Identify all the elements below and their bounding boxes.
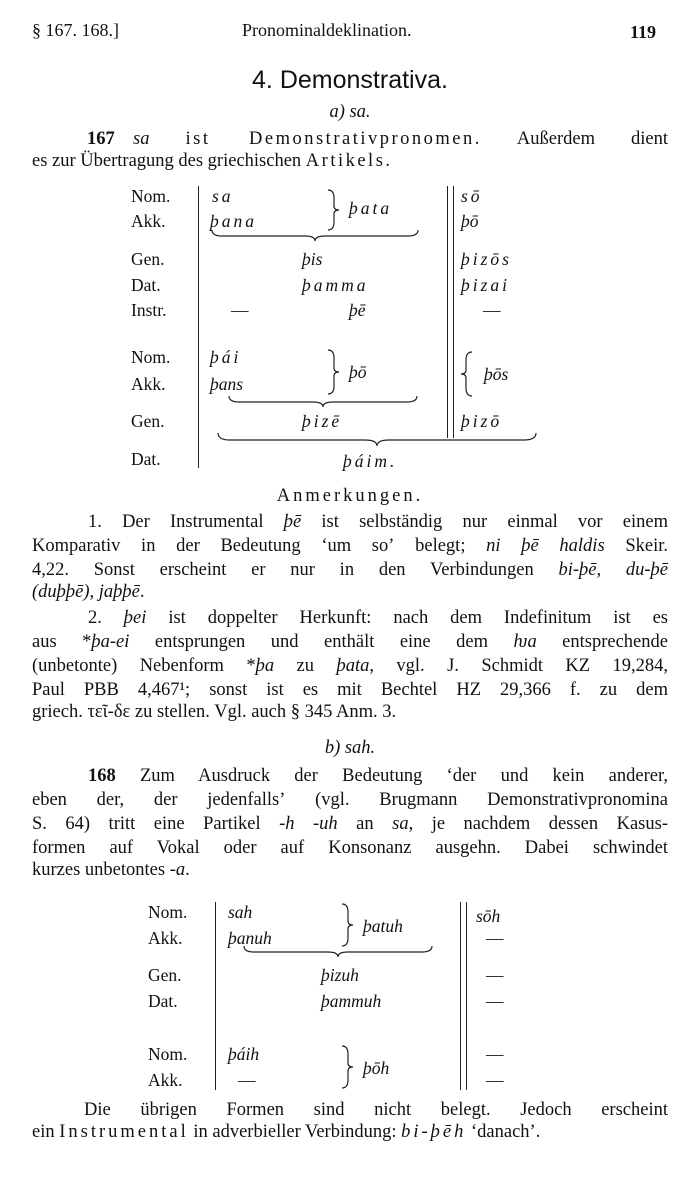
note-line: (duþþē), jaþþē. — [32, 582, 145, 602]
closing-line: ein Instrumental in adverbieller Verbindung: bi-þēh ʻdanachʼ. — [32, 1122, 541, 1142]
paragraph-167-line-1: 167 sa ist Demonstrativpronomen. Außerdem dient — [87, 129, 668, 149]
running-title: Pronominaldeklination. — [242, 20, 412, 40]
masc-nom-pl: þái — [210, 347, 242, 367]
fem-dat-sg: þizai — [461, 275, 511, 295]
row-label: Akk. — [131, 374, 166, 394]
paragraph-168-line: 168 Zum Ausdruck der Bedeutung ʻder und kein anderer, — [88, 766, 668, 786]
fem-nom-akk-pl: þōs — [484, 364, 509, 384]
masc-akk-sg: þanuh — [228, 928, 272, 948]
neut-nom-akk-pl: þōh — [363, 1058, 390, 1078]
row-label: Nom. — [131, 347, 171, 367]
note-line: Paul PBB 4,467¹; sonst ist es mit Bechtel HZ 29,366 f. zu dem — [32, 680, 668, 700]
row-label: Nom. — [148, 1044, 188, 1064]
all-dat-pl: þáim. — [343, 451, 398, 471]
neut-nom-akk-sg: þata — [349, 198, 393, 218]
masc-nom-sg: sah — [228, 902, 253, 922]
row-label: Nom. — [148, 902, 188, 922]
note-line: 2. þei ist doppelter Herkunft: nach dem Indefinitum ist es — [88, 608, 668, 628]
masc-akk-sg: þana — [210, 211, 257, 231]
section-reference: § 167. 168.] — [32, 20, 119, 40]
subsection-b-heading: b) sah. — [324, 738, 376, 758]
row-label: Dat. — [131, 275, 161, 295]
masc-nom-sg: sa — [212, 186, 234, 206]
right-brace — [326, 190, 340, 230]
double-column-rule — [460, 902, 467, 1090]
column-rule — [198, 186, 199, 468]
note-line: griech. τεῖ-δε zu stellen. Vgl. auch § 345 Anm. 3. — [32, 702, 397, 722]
row-label: Gen. — [148, 965, 182, 985]
paragraph-167-line-2: es zur Übertragung des griechischen Artikels. — [32, 151, 391, 171]
paragraph-168-line: kurzes unbetontes -a. — [32, 860, 190, 880]
mn-dat-sg: þamma — [302, 275, 369, 295]
note-line: Komparativ in der Bedeutung ʻum soʼ belegt; ni þē haldis Skeir. — [32, 536, 669, 556]
note-line: 4,22. Sonst erscheint er nur in den Verbindungen bi-þē, du-þē — [32, 560, 668, 580]
mn-gen-sg: þizuh — [321, 965, 359, 985]
row-label: Gen. — [131, 249, 165, 269]
fem-gen-sg: þizōs — [461, 249, 512, 269]
masc-nom-pl: þáih — [228, 1044, 260, 1064]
right-brace — [340, 1046, 354, 1088]
paragraph-168-line: S. 64) tritt eine Partikel -h -uh an sa, je nachdem dessen Kasus- — [32, 814, 668, 834]
note-line: (unbetonte) Nebenform *þa zu þata, vgl. J. Schmidt KZ 19,284, — [32, 656, 668, 676]
left-brace — [460, 352, 474, 396]
column-rule — [215, 902, 216, 1090]
paragraph-168-line: formen auf Vokal oder auf Konsonanz ausgehn. Dabei schwindet — [32, 838, 668, 858]
row-label: Dat. — [148, 991, 178, 1011]
neut-nom-akk-sg: þatuh — [363, 916, 403, 936]
under-brace — [229, 396, 417, 408]
fem-instr-sg: — — [483, 300, 501, 320]
fem-akk-sg: — — [486, 928, 504, 948]
fem-akk-pl: — — [486, 1070, 504, 1090]
notes-heading: Anmerkungen. — [276, 486, 424, 506]
fem-nom-sg: sō — [461, 186, 483, 206]
fem-nom-pl: — — [486, 1044, 504, 1064]
page-number: 119 — [630, 22, 657, 42]
mn-gen-pl: þizē — [302, 411, 343, 431]
closing-line: Die übrigen Formen sind nicht belegt. Jedoch erscheint — [84, 1100, 668, 1120]
mn-gen-sg: þis — [302, 249, 323, 269]
row-label: Gen. — [131, 411, 165, 431]
fem-nom-sg: sōh — [476, 906, 501, 926]
row-label: Instr. — [131, 300, 167, 320]
under-brace — [244, 946, 432, 958]
fem-dat-sg: — — [486, 991, 504, 1011]
right-brace — [340, 904, 354, 946]
masc-akk-pl: þans — [210, 374, 244, 394]
masc-instr-sg: — — [231, 300, 249, 320]
masc-akk-pl: — — [238, 1070, 256, 1090]
section-heading: 4. Demonstrativa. — [252, 66, 448, 94]
under-brace — [218, 433, 536, 447]
paragraph-number: 167 — [87, 129, 115, 149]
right-brace — [326, 350, 340, 394]
row-label: Nom. — [131, 186, 171, 206]
neut-instr-sg: þē — [349, 300, 366, 320]
row-label: Dat. — [131, 449, 161, 469]
row-label: Akk. — [148, 1070, 183, 1090]
note-line: aus *þa-ei entsprungen und enthält eine dem ƕa entsprechende — [32, 632, 668, 652]
row-label: Akk. — [148, 928, 183, 948]
fem-gen-sg: — — [486, 965, 504, 985]
subsection-a-heading: a) sa. — [329, 102, 371, 122]
neut-nom-akk-pl: þō — [349, 362, 367, 382]
fem-akk-sg: þō — [461, 211, 479, 231]
row-label: Akk. — [131, 211, 166, 231]
double-column-rule — [447, 186, 454, 438]
under-brace — [212, 230, 418, 242]
note-line: 1. Der Instrumental þē ist selbständig nur einmal vor einem — [88, 512, 668, 532]
fem-gen-pl: þizō — [461, 411, 503, 431]
paragraph-168-line: eben der, der jedenfallsʼ (vgl. Brugmann Demonstrativpronomina — [32, 790, 668, 810]
mn-dat-sg: þammuh — [321, 991, 382, 1011]
